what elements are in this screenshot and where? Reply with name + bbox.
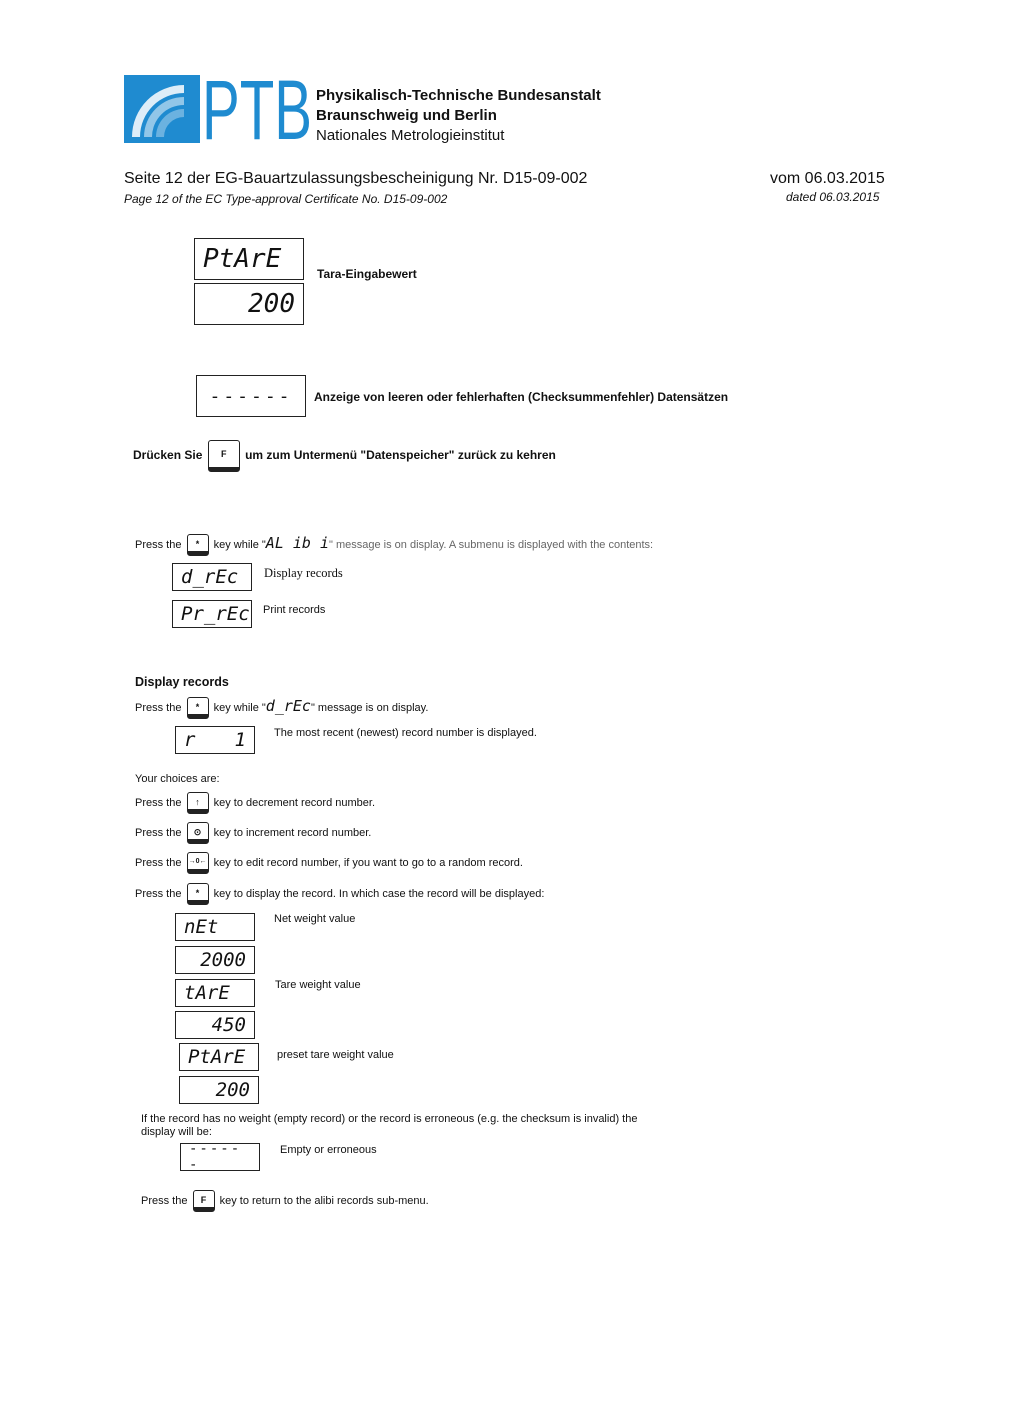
lcd-empty-en: ------ xyxy=(180,1143,260,1171)
intro-mid: key while " xyxy=(213,539,266,551)
decrement-key-icon[interactable]: ↑ xyxy=(187,792,209,814)
star-key-icon[interactable]: * xyxy=(187,883,209,905)
tara-label: Tara-Eingabewert xyxy=(317,267,417,281)
dr-suffix: " message is on display. xyxy=(310,702,429,714)
lcd-ptare: PtArE xyxy=(194,238,304,280)
f-key-icon[interactable]: F xyxy=(208,440,240,472)
display-records-heading: Display records xyxy=(135,675,229,689)
empty-note-line-1: If the record has no weight (empty record) or the record is erroneous (e.g. the checksum is invalid) the xyxy=(141,1113,638,1125)
net-label: Net weight value xyxy=(274,913,356,925)
intro-display: AL ib i xyxy=(265,534,330,552)
lcd-drec: d_rEc xyxy=(172,563,252,591)
lcd-ptare-en: PtArE xyxy=(179,1043,259,1071)
choice-display xyxy=(135,883,544,905)
press-prefix-de: Drücken Sie xyxy=(133,448,203,463)
display-records-line xyxy=(135,697,428,719)
page-title-de: Seite 12 der EG-Bauartzulassungsbescheinigung Nr. D15-09-002 xyxy=(124,170,588,187)
choice-increment xyxy=(135,822,371,844)
intro-line xyxy=(135,534,653,556)
increment-key-icon[interactable]: ⊙ xyxy=(187,822,209,844)
intro-prefix: Press the xyxy=(135,539,182,551)
star-key-icon[interactable]: * xyxy=(187,697,209,719)
org-line-3: Nationales Metrologieinstitut xyxy=(316,127,505,144)
page-title-en: Page 12 of the EC Type-approval Certificate No. D15-09-002 xyxy=(124,192,448,206)
lcd-net-value: 2000 xyxy=(175,946,255,974)
ptare-label-en: preset tare weight value xyxy=(277,1049,394,1061)
return-suffix: key to return to the alibi records sub-menu. xyxy=(219,1194,429,1207)
choice-decrement xyxy=(135,792,375,814)
lcd-empty: ------ xyxy=(196,375,306,417)
date-de: vom 06.03.2015 xyxy=(770,170,885,187)
choice-text: key to display the record. In which case the record will be displayed: xyxy=(213,887,545,900)
choice-prefix: Press the xyxy=(135,856,182,869)
empty-label-en: Empty or erroneous xyxy=(280,1144,377,1156)
choice-edit xyxy=(135,852,523,874)
choice-prefix: Press the xyxy=(135,887,182,900)
choices-heading: Your choices are: xyxy=(135,773,220,785)
org-line-1: Physikalisch-Technische Bundesanstalt xyxy=(316,87,601,104)
r1-label: The most recent (newest) record number is displayed. xyxy=(274,727,537,739)
lcd-tare-value: 450 xyxy=(175,1011,255,1039)
r1-left: r xyxy=(184,729,196,751)
lcd-ptare-value-en: 200 xyxy=(179,1076,259,1104)
org-line-2: Braunschweig und Berlin xyxy=(316,107,497,124)
empty-note-line-2: display will be: xyxy=(141,1126,212,1138)
r1-right: 1 xyxy=(234,729,246,751)
date-en: dated 06.03.2015 xyxy=(786,190,880,204)
ptb-logo xyxy=(124,63,312,157)
choice-text: key to decrement record number. xyxy=(213,796,376,809)
intro-suffix: " message is on display. A submenu is displayed with the contents: xyxy=(329,539,654,551)
f-key-icon[interactable]: F xyxy=(193,1190,215,1212)
organization-name xyxy=(316,86,601,146)
lcd-tare: tArE xyxy=(175,979,255,1007)
choice-prefix: Press the xyxy=(135,826,182,839)
press-suffix-de: um zum Untermenü "Datenspeicher" zurück zu kehren xyxy=(245,448,556,463)
dr-mid: key while " xyxy=(213,702,266,714)
logo-text: PTB xyxy=(202,63,312,157)
lcd-r1 xyxy=(175,726,255,754)
return-instruction-de xyxy=(133,440,556,472)
empty-note xyxy=(141,1113,637,1139)
tare-label: Tare weight value xyxy=(275,979,361,991)
dr-prefix: Press the xyxy=(135,702,182,714)
return-instruction-en xyxy=(141,1190,429,1212)
return-prefix: Press the xyxy=(141,1194,188,1207)
lcd-prrec: Pr_rEc xyxy=(172,600,252,628)
empty-label-de: Anzeige von leeren oder fehlerhaften (Checksummenfehler) Datensätzen xyxy=(314,390,729,404)
drec-label: Display records xyxy=(264,566,343,580)
choice-prefix: Press the xyxy=(135,796,182,809)
star-key-icon[interactable]: * xyxy=(187,534,209,556)
prrec-label: Print records xyxy=(263,604,326,616)
choice-text: key to increment record number. xyxy=(213,826,372,839)
lcd-net: nEt xyxy=(175,913,255,941)
choice-text: key to edit record number, if you want to go to a random record. xyxy=(213,856,523,869)
zero-key-icon[interactable]: →0← xyxy=(187,852,209,874)
lcd-ptare-value: 200 xyxy=(194,283,304,325)
dr-display: d_rEc xyxy=(265,697,311,715)
